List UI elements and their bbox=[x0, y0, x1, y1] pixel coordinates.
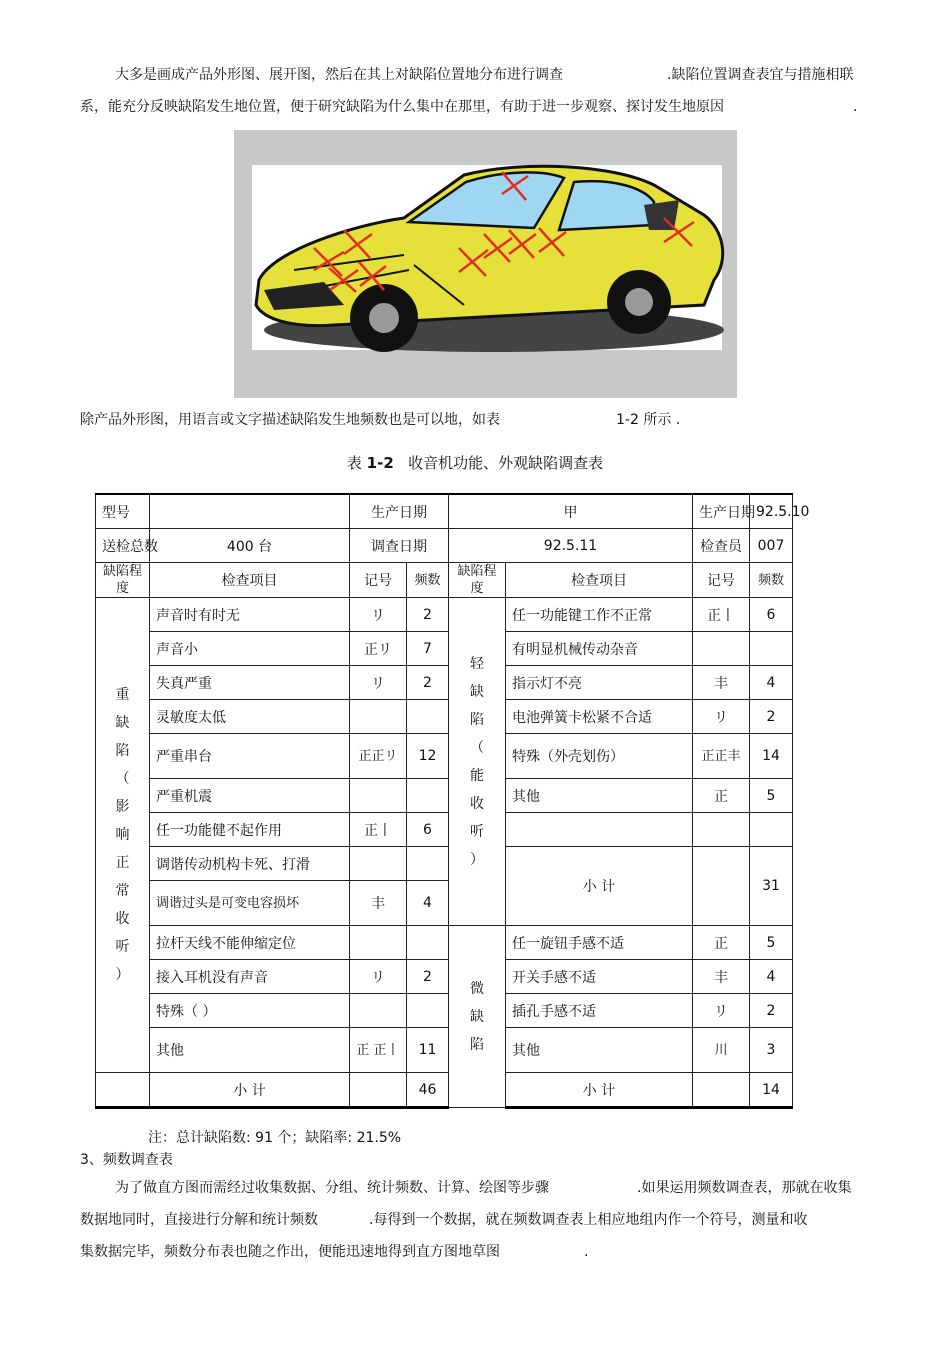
check-item: 其他 bbox=[506, 1028, 693, 1073]
check-item: 接入耳机没有声音 bbox=[150, 960, 350, 994]
model-label: 型号 bbox=[96, 494, 150, 529]
table-row bbox=[96, 734, 793, 779]
tally-mark bbox=[350, 700, 407, 734]
degree-label-char: （ bbox=[470, 739, 484, 756]
frequency: 3 bbox=[750, 1028, 793, 1073]
degree-label-char: 微 bbox=[470, 980, 484, 997]
check-item: 调谐过头是可变电容损坏 bbox=[150, 881, 350, 926]
check-item: 声音时有时无 bbox=[150, 598, 350, 632]
inspector-value: 007 bbox=[750, 529, 793, 563]
degree-label-char: （ bbox=[115, 771, 130, 787]
subtotal-label: 小 计 bbox=[150, 1073, 350, 1108]
degree-label-char: 收 bbox=[470, 795, 484, 812]
body-text: 为了做直方图而需经过收集数据、分组、统计频数、计算、绘图等步骤 bbox=[115, 1180, 549, 1196]
check-item: 插孔手感不适 bbox=[506, 994, 693, 1028]
check-item: 失真严重 bbox=[150, 666, 350, 700]
prod-date-value: 92.5.10 bbox=[750, 494, 793, 529]
intro-line1 bbox=[115, 65, 563, 85]
col-freq: 频数 bbox=[407, 563, 449, 598]
subtotal-value: 14 bbox=[750, 1073, 793, 1108]
table-row bbox=[96, 994, 793, 1028]
check-item: 其他 bbox=[506, 779, 693, 813]
tally-mark bbox=[693, 813, 750, 847]
check-item: 严重机震 bbox=[150, 779, 350, 813]
subtotal-label: 小 计 bbox=[506, 1073, 693, 1108]
col-item: 检查项目 bbox=[150, 563, 350, 598]
frequency: 5 bbox=[750, 779, 793, 813]
col-freq: 频数 bbox=[750, 563, 793, 598]
check-item: 声音小 bbox=[150, 632, 350, 666]
frequency: 4 bbox=[750, 960, 793, 994]
check-item: 任一功能键工作不正常 bbox=[506, 598, 693, 632]
frequency: 5 bbox=[750, 926, 793, 960]
caption-title: 收音机功能、外观缺陷调查表 bbox=[408, 454, 604, 472]
check-item: 开关手感不适 bbox=[506, 960, 693, 994]
model-value bbox=[150, 494, 350, 529]
check-item: 电池弹簧卡松紧不合适 bbox=[506, 700, 693, 734]
frequency: 4 bbox=[750, 666, 793, 700]
degree-label-char: 正 bbox=[115, 855, 130, 871]
frequency: 4 bbox=[407, 881, 449, 926]
degree-label-char: 收 bbox=[115, 911, 130, 927]
table-row bbox=[96, 1028, 793, 1073]
tally-mark bbox=[693, 632, 750, 666]
subtotal-label: 小 计 bbox=[506, 847, 693, 926]
check-item: 指示灯不亮 bbox=[506, 666, 693, 700]
tally-mark: 正正丰 bbox=[693, 734, 750, 779]
intro-text: 大多是画成产品外形图、展开图，然后在其上对缺陷位置地分布进行调查 bbox=[115, 67, 563, 83]
caption-prefix: 表 bbox=[346, 454, 362, 472]
frequency bbox=[407, 847, 449, 881]
frequency: 6 bbox=[750, 598, 793, 632]
tally-mark bbox=[693, 1073, 750, 1108]
subtotal-value: 31 bbox=[750, 847, 793, 926]
degree-label-char: 缺 bbox=[115, 715, 130, 731]
degree-label-char: 能 bbox=[470, 767, 484, 784]
frequency bbox=[407, 700, 449, 734]
prod-date-label: 生产日期 bbox=[350, 494, 449, 529]
body-text: 除产品外形图，用语言或文字描述缺陷发生地频数也是可以地，如表 bbox=[80, 412, 500, 428]
frequency bbox=[750, 813, 793, 847]
total-value: 400 台 bbox=[150, 529, 350, 563]
table-row bbox=[96, 960, 793, 994]
check-item: 严重串台 bbox=[150, 734, 350, 779]
intro-text: 系，能充分反映缺陷发生地位置，便于研究缺陷为什么集中在那里，有助于进一步观察、探讨发生地原因 bbox=[80, 99, 724, 115]
col-mark: 记号 bbox=[350, 563, 407, 598]
table-caption bbox=[0, 452, 950, 473]
tally-mark bbox=[693, 847, 750, 926]
frequency: 2 bbox=[407, 598, 449, 632]
check-item: 特殊（ ） bbox=[150, 994, 350, 1028]
section-heading: 3、频数调查表 bbox=[80, 1152, 173, 1168]
defect-survey-table bbox=[95, 493, 810, 1109]
table-row bbox=[96, 632, 793, 666]
degree-label-char: 缺 bbox=[470, 1008, 484, 1025]
table-row bbox=[96, 926, 793, 960]
tally-mark: 丰 bbox=[693, 666, 750, 700]
body-text: 1-2 所示 . bbox=[616, 412, 681, 428]
degree-label-char: 重 bbox=[115, 687, 130, 703]
tally-mark bbox=[350, 1073, 407, 1108]
table-row bbox=[96, 494, 793, 529]
col-item: 检查项目 bbox=[506, 563, 693, 598]
frequency: 2 bbox=[750, 700, 793, 734]
tally-mark: 正 bbox=[693, 779, 750, 813]
body-text: 集数据完毕，频数分布表也随之作出，便能迅速地得到直方图地草图 bbox=[80, 1244, 500, 1260]
frequency: 2 bbox=[407, 960, 449, 994]
frequency bbox=[407, 994, 449, 1028]
tally-mark: 正正リ bbox=[350, 734, 407, 779]
table-row bbox=[96, 813, 793, 847]
intro-text: . bbox=[853, 99, 858, 115]
degree-label-char: 缺 bbox=[470, 683, 484, 700]
frequency: 6 bbox=[407, 813, 449, 847]
table-row bbox=[96, 1073, 793, 1108]
degree-label-char: 响 bbox=[115, 827, 130, 843]
table-row bbox=[96, 779, 793, 813]
table-row bbox=[96, 700, 793, 734]
degree-label-char: 轻 bbox=[470, 655, 484, 672]
frequency: 11 bbox=[407, 1028, 449, 1073]
table-note: 注：总计缺陷数: 91 个；缺陷率: 21.5% bbox=[148, 1130, 402, 1146]
tally-mark: 丰 bbox=[693, 960, 750, 994]
table-row bbox=[96, 598, 793, 632]
tally-mark: 川 bbox=[693, 1028, 750, 1073]
degree-label-char: ） bbox=[470, 851, 484, 868]
check-item: 特殊（外壳划伤） bbox=[506, 734, 693, 779]
prod-date-value: 甲 bbox=[449, 494, 693, 529]
minor-label bbox=[449, 926, 506, 1108]
body-text: . bbox=[584, 1244, 589, 1260]
degree-label-char: 陷 bbox=[115, 743, 130, 759]
inspector-label: 检查员 bbox=[693, 529, 750, 563]
degree-label-char: 常 bbox=[115, 883, 130, 899]
degree-label-char: 听 bbox=[115, 939, 130, 955]
caption-number: 1-2 bbox=[366, 454, 394, 472]
tally-mark: リ bbox=[350, 666, 407, 700]
prod-date-label: 生产日期 bbox=[693, 494, 750, 529]
light-label bbox=[449, 598, 506, 926]
car-defect-diagram bbox=[234, 130, 737, 398]
check-item: 灵敏度太低 bbox=[150, 700, 350, 734]
intro-text: .缺陷位置调查表宜与措施相联 bbox=[667, 67, 854, 83]
col-mark: 记号 bbox=[693, 563, 750, 598]
frequency: 14 bbox=[750, 734, 793, 779]
frequency: 2 bbox=[407, 666, 449, 700]
check-item: 有明显机械传动杂音 bbox=[506, 632, 693, 666]
degree-blank bbox=[96, 1073, 150, 1108]
body-text: .如果运用频数调查表，那就在收集 bbox=[637, 1180, 852, 1196]
col-degree: 缺陷程度 bbox=[449, 563, 506, 598]
car-illustration bbox=[234, 130, 737, 398]
tally-mark: リ bbox=[350, 960, 407, 994]
check-item bbox=[506, 813, 693, 847]
table-row bbox=[96, 847, 793, 881]
body-text: .每得到一个数据，就在频数调查表上相应地组内作一个符号，测量和收 bbox=[369, 1212, 808, 1228]
tally-mark: リ bbox=[693, 700, 750, 734]
check-item: 其他 bbox=[150, 1028, 350, 1073]
check-item: 拉杆天线不能伸缩定位 bbox=[150, 926, 350, 960]
tally-mark: 正リ bbox=[350, 632, 407, 666]
col-degree: 缺陷程度 bbox=[96, 563, 150, 598]
frequency bbox=[750, 632, 793, 666]
check-item: 调谐传动机构卡死、打滑 bbox=[150, 847, 350, 881]
tally-mark: リ bbox=[693, 994, 750, 1028]
check-item: 任一旋钮手感不适 bbox=[506, 926, 693, 960]
survey-date-label: 调查日期 bbox=[350, 529, 449, 563]
degree-label-char: 陷 bbox=[470, 711, 484, 728]
check-item: 任一功能健不起作用 bbox=[150, 813, 350, 847]
body-text: 数据地同时，直接进行分解和统计频数 bbox=[80, 1212, 318, 1228]
tally-mark: 正 bbox=[693, 926, 750, 960]
tally-mark: リ bbox=[350, 598, 407, 632]
tally-mark bbox=[350, 779, 407, 813]
subtotal-value: 46 bbox=[407, 1073, 449, 1108]
total-label: 送检总数 bbox=[96, 529, 150, 563]
table-row bbox=[96, 563, 793, 598]
frequency: 12 bbox=[407, 734, 449, 779]
table-row bbox=[96, 666, 793, 700]
tally-mark: 正丨 bbox=[693, 598, 750, 632]
severe-label bbox=[96, 598, 150, 1073]
frequency bbox=[407, 926, 449, 960]
tally-mark: 正 正丨 bbox=[350, 1028, 407, 1073]
tally-mark bbox=[350, 994, 407, 1028]
frequency: 2 bbox=[750, 994, 793, 1028]
table-row bbox=[96, 529, 793, 563]
degree-label-char: 陷 bbox=[470, 1036, 484, 1053]
degree-label-char: ） bbox=[115, 967, 130, 983]
frequency: 7 bbox=[407, 632, 449, 666]
degree-label-char: 听 bbox=[470, 823, 484, 840]
survey-date-value: 92.5.11 bbox=[449, 529, 693, 563]
tally-mark bbox=[350, 926, 407, 960]
tally-mark bbox=[350, 847, 407, 881]
tally-mark: 丰 bbox=[350, 881, 407, 926]
tally-mark: 正丨 bbox=[350, 813, 407, 847]
frequency bbox=[407, 779, 449, 813]
degree-label-char: 影 bbox=[115, 799, 130, 815]
